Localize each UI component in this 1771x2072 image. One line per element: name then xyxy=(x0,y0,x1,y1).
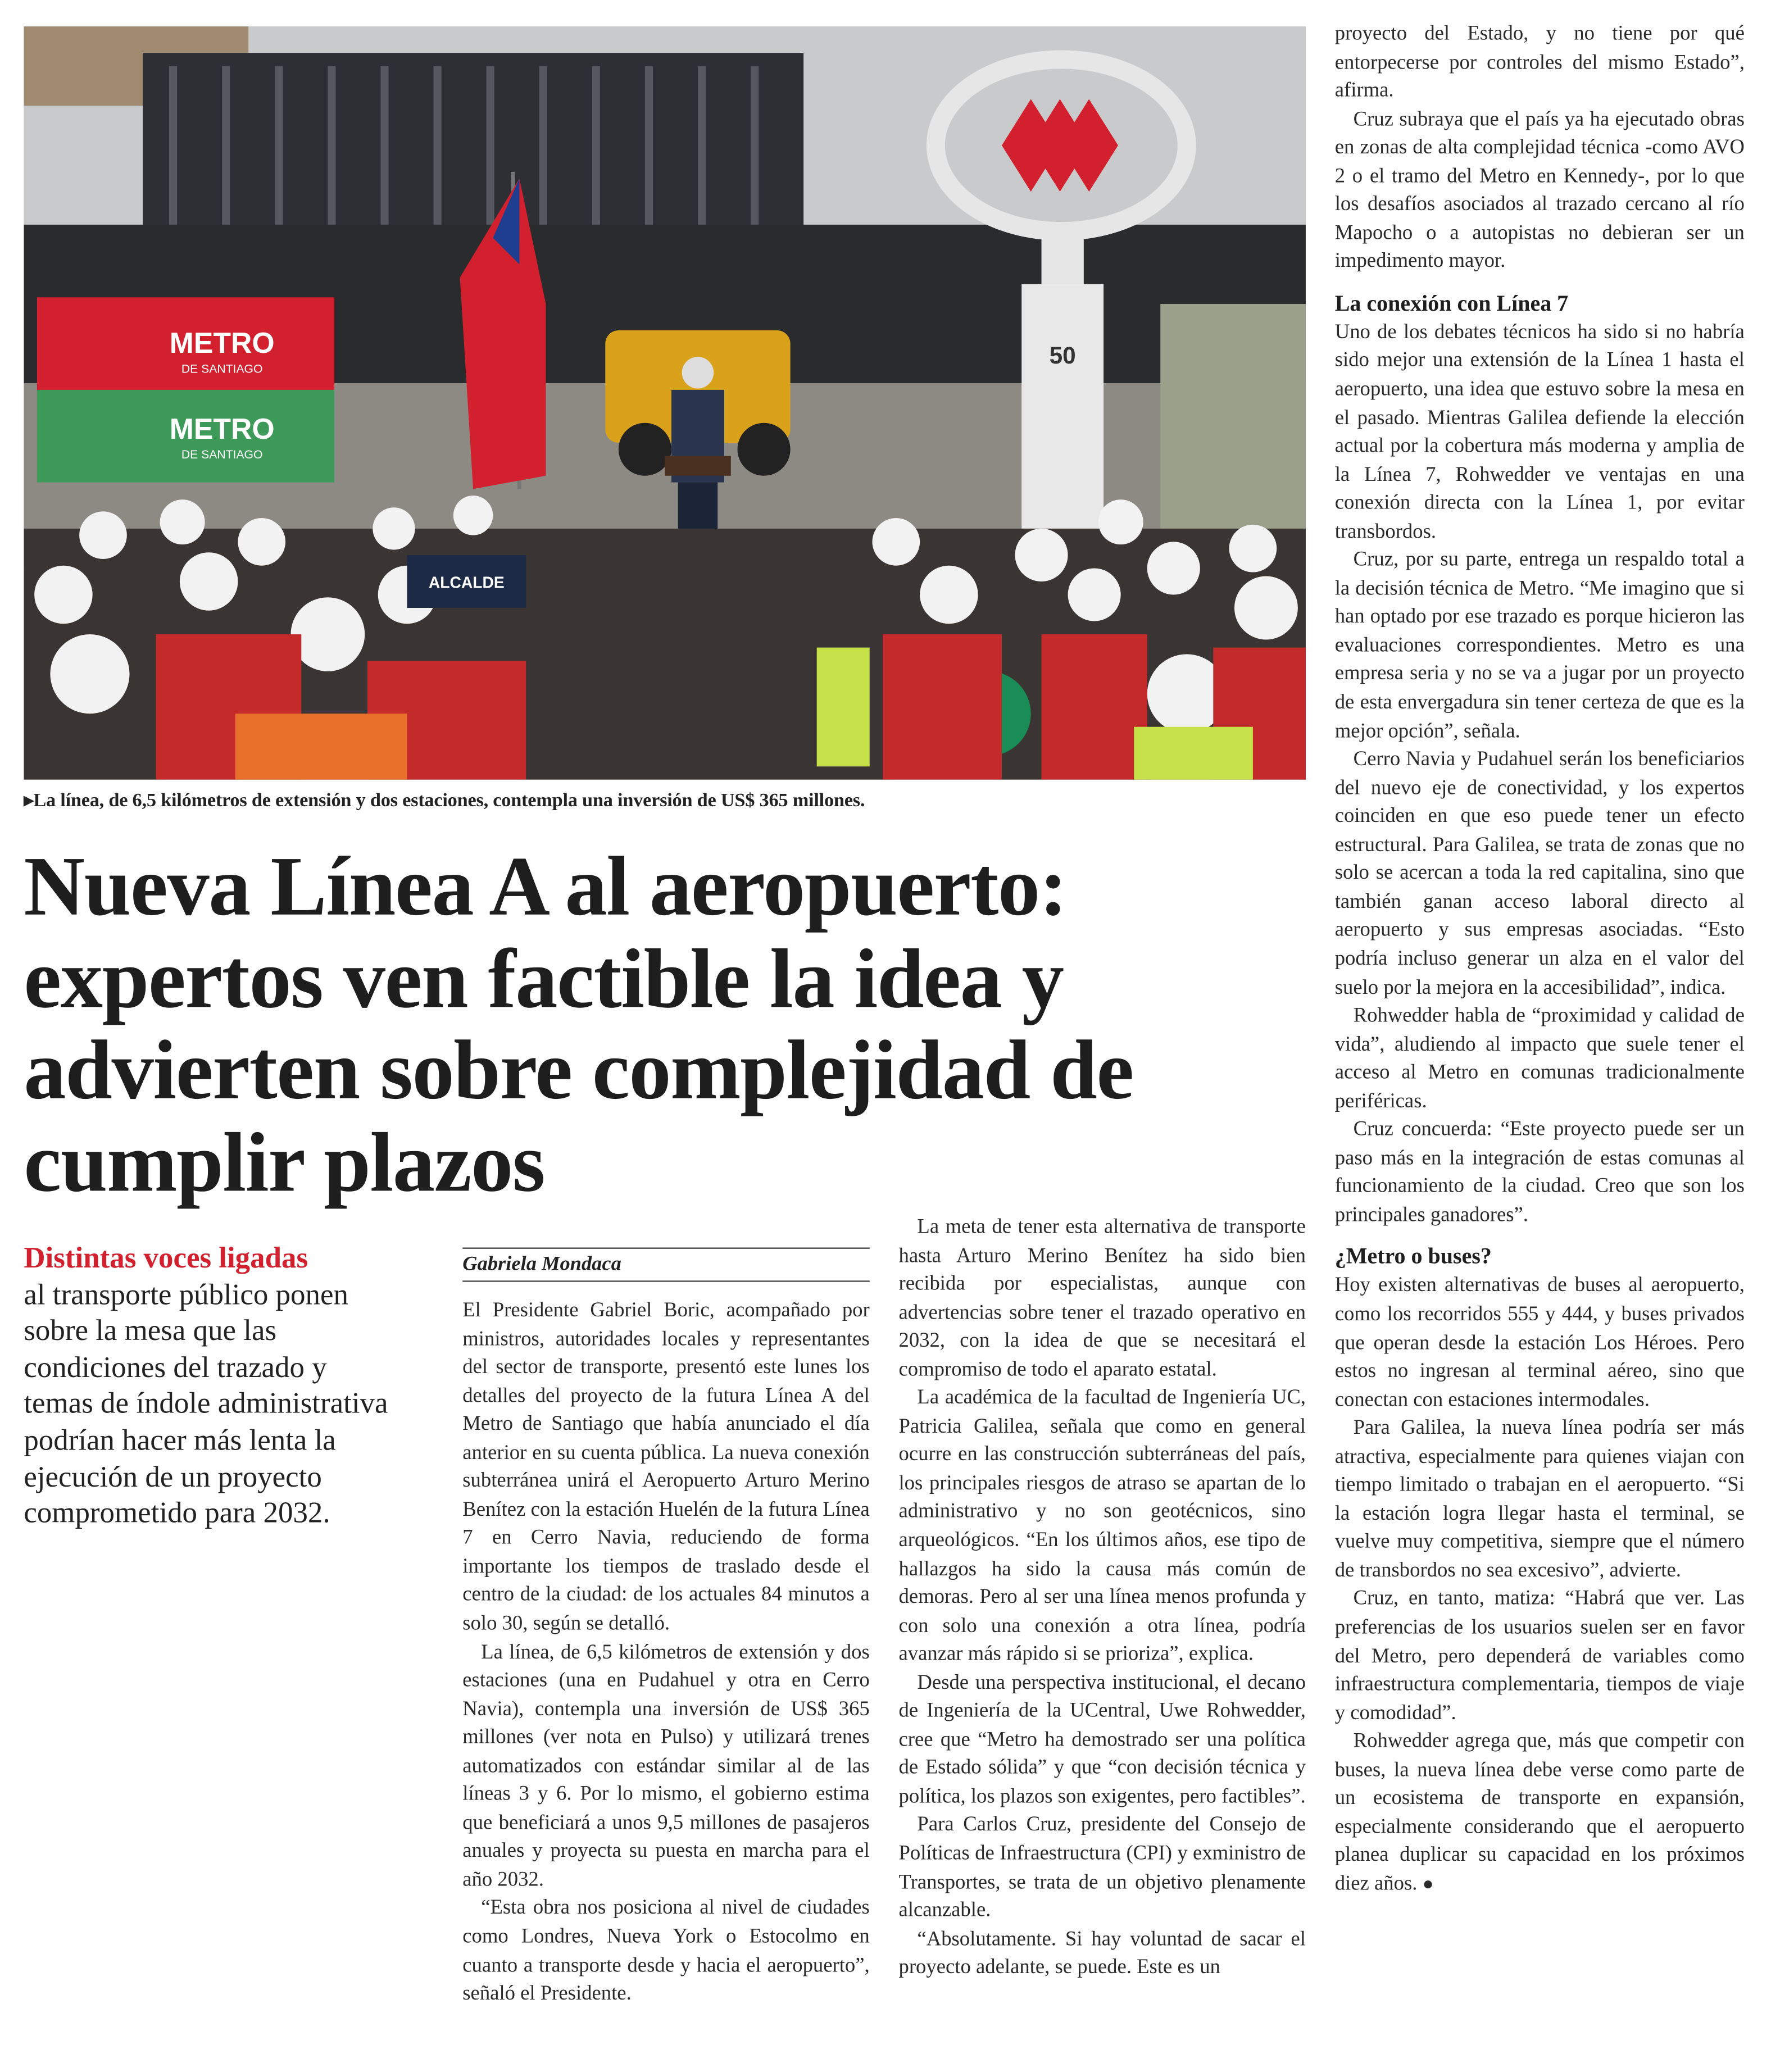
paragraph: Cruz, en tanto, matiza: “Habrá que ver. Las preferencias de los usuarios suelen ser en favor del Metro, pero dependerá de variables como infraestructura complementaria, tiempos de viaje y comodidad”. xyxy=(1334,1588,1745,1724)
photo-caption: ▸La línea, de 6,5 kilómetros de extensión y dos estaciones, contempla una inversión de US$ 365 millones. xyxy=(24,790,865,812)
banner-sub: DE SANTIAGO xyxy=(181,362,263,376)
paragraph: “Esta obra nos posiciona al nivel de ciudades como Londres, Nueva York o Estocolmo en cuanto a transporte desde y hacia el aeropuerto”, señaló el Presidente. xyxy=(462,1897,870,2005)
paragraph: La meta de tener esta alternativa de transporte hasta Arturo Merino Benítez ha sido bien recibida por especialistas, aunque con advertencias sobre tener el trazado operativo en 2032, con la idea de que se necesitará el compromiso de todo el aparato estatal. xyxy=(898,1216,1306,1381)
lead-summary xyxy=(24,1239,394,1531)
author-name: Gabriela Mondaca xyxy=(462,1252,621,1275)
byline xyxy=(462,1247,869,1282)
anniversary-number: 50 xyxy=(1049,342,1076,369)
banner-sub-2: DE SANTIAGO xyxy=(181,448,263,462)
article-column-3 xyxy=(1335,20,1745,1900)
paragraph: Cruz subraya que el país ya ha ejecutado obras en zonas de alta complejidad técnica -como AVO 2 o el tramo del Metro en Kennedy-, por lo que los desafíos asociados al trazado cercano al río Mapocho o a autopistas no debieran ser un impedimento mayor. xyxy=(1334,108,1745,273)
article-photo xyxy=(24,26,1306,780)
article-column-2 xyxy=(898,1213,1305,1982)
paragraph: proyecto del Estado, y no tiene por qué entorpecerse por controles del mismo Estado”, afirma. xyxy=(1334,22,1745,102)
jacket-text: ALCALDE xyxy=(428,573,505,592)
subheading-metro-o-buses: ¿Metro o buses? xyxy=(1334,1244,1492,1270)
paragraph: Cerro Navia y Pudahuel serán los beneficiarios del nuevo eje de conectividad, y los expertos coinciden en que eso puede tener un efecto estructural. Para Galilea, se trata de zonas que no solo se acercan a toda la red capitalina, sino que también ganan acceso laboral directo al aeropuerto y sus empresas asociadas. “Esto podría incluso generar un alza en el valor del suelo por la mejora en la accesibilidad”, indica. xyxy=(1334,748,1745,999)
headline: Nueva Línea A al aeropuerto: expertos ven factible la idea y advierten sobre complejidad de cumplir plazos xyxy=(24,839,1133,1209)
paragraph: Cruz concuerda: “Este proyecto puede ser un paso más en la integración de estas comunas al funcionamiento de la ciudad. Creo que son los principales ganadores”. xyxy=(1334,1118,1745,1226)
paragraph: La línea, de 6,5 kilómetros de extensión y dos estaciones (una en Pudahuel y otra en Cerro Navia), contempla una inversión de US$ 365 millones (ver nota en Pulso) y utilizará trenes automatizados con estándar similar al de las líneas 3 y 6. Por lo mismo, el gobierno estima que beneficiará a unos 9,5 millones de pasajeros anuales y proyecta su puesta en marcha para el año 2032. xyxy=(462,1641,870,1891)
article-column-1 xyxy=(462,1297,869,2009)
banner-brand: METRO xyxy=(169,326,275,360)
paragraph: Para Galilea, la nueva línea podría ser más atractiva, especialmente para quienes viajan con tiempo limitado o trabajan en el aeropuerto. “Si la estación logra llegar hasta el terminal, se vuelve muy competitiva, siempre que el número de transbordos no sea excesivo”, advierte. xyxy=(1334,1416,1745,1582)
paragraph: Uno de los debates técnicos ha sido si no habría sido mejor una extensión de la Línea 1 hasta el aeropuerto, una idea que estuvo sobre la mesa en el pasado. Mientras Galilea defiende la elección actual por la cobertura más moderna y amplia de la Línea 7, Rohwedder ve ventajas en una conexión directa con la Línea 1, por evitar transbordos. xyxy=(1334,321,1745,543)
paragraph: Hoy existen alternativas de buses al aeropuerto, como los recorridos 555 y 444, y buses privados que operan desde la estación Los Héroes. Pero estos no ingresan al terminal aéreo, sino que conectan con estaciones intermodales. xyxy=(1334,1274,1745,1411)
subheading-linea-7: La conexión con Línea 7 xyxy=(1334,290,1569,316)
paragraph: Desde una perspectiva institucional, el decano de Ingeniería de la UCentral, Uwe Rohwedder, cree que “Metro ha demostrado ser una política de Estado sólida” y que “con decisión técnica y política, los plazos son exigentes, pero factibles”. xyxy=(898,1671,1306,1808)
paragraph: El Presidente Gabriel Boric, acompañado por ministros, autoridades locales y representantes del sector de transporte, presentó este lunes los detalles del proyecto de la futura Línea A del Metro de Santiago que había anunciado el día anterior en su cuenta pública. La nueva conexión subterránea unirá el Aeropuerto Arturo Merino Benítez con la estación Huelén de la futura Línea 7 en Cerro Navia, reduciendo de forma importante los tiempos de traslado desde el centro de la ciudad: de los actuales 84 minutos a solo 30, según se detalló. xyxy=(462,1299,870,1635)
end-mark-icon: ● xyxy=(1422,1875,1434,1895)
paragraph: Rohwedder habla de “proximidad y calidad de vida”, aludiendo al impacto que suele tener el acceso al Metro en comunas tradicionalmente periféricas. xyxy=(1334,1004,1745,1112)
paragraph: La académica de la facultad de Ingeniería UC, Patricia Galilea, señala que como en general ocurre en las construcción subterráneas del país, los principales riesgos de atraso se apartan de lo administrativo y no son geotécnicos, sino arqueológicos. “En los últimos años, ese tipo de hallazgos ha sido la causa más común de demoras. Pero al ser una línea menos profunda y con solo una conexión a otra línea, podría avanzar más rápido si se prioriza”, explica. xyxy=(898,1387,1306,1666)
paragraph: Cruz, por su parte, entrega un respaldo total a la decisión técnica de Metro. “Me imagino que si han optado por ese trazado es porque hicieron las evaluaciones correspondientes. Metro es una empresa seria y no se va a jugar por un proyecto de esta envergadura sin tener certeza de que es la mejor opción”, señala. xyxy=(1334,548,1745,742)
paragraph-text: Rohwedder agrega que, más que competir con buses, la nueva línea debe verse como parte de un ecosistema de transporte en expansión, especialmente considerando que el aeropuerto planea duplicar su capacidad en los próximos diez años. xyxy=(1334,1730,1745,1895)
paragraph: Para Carlos Cruz, presidente del Consejo de Políticas de Infraestructura (CPI) y exministro de Transportes, se trata de un objetivo plenamente alcanzable. xyxy=(898,1814,1306,1922)
lead-highlight: Distintas voces ligadas xyxy=(24,1241,308,1274)
banner-brand-2: METRO xyxy=(169,412,275,445)
lead-text: al transporte público ponen sobre la mesa que las condiciones del trazado y temas de índole administrativa podrían hacer más lenta la ejecución de un proyecto comprometido para 2032. xyxy=(24,1277,388,1529)
paragraph: “Absolutamente. Si hay voluntad de sacar el proyecto adelante, se puede. Este es un xyxy=(898,1928,1306,1979)
paragraph xyxy=(1335,1728,1745,1900)
